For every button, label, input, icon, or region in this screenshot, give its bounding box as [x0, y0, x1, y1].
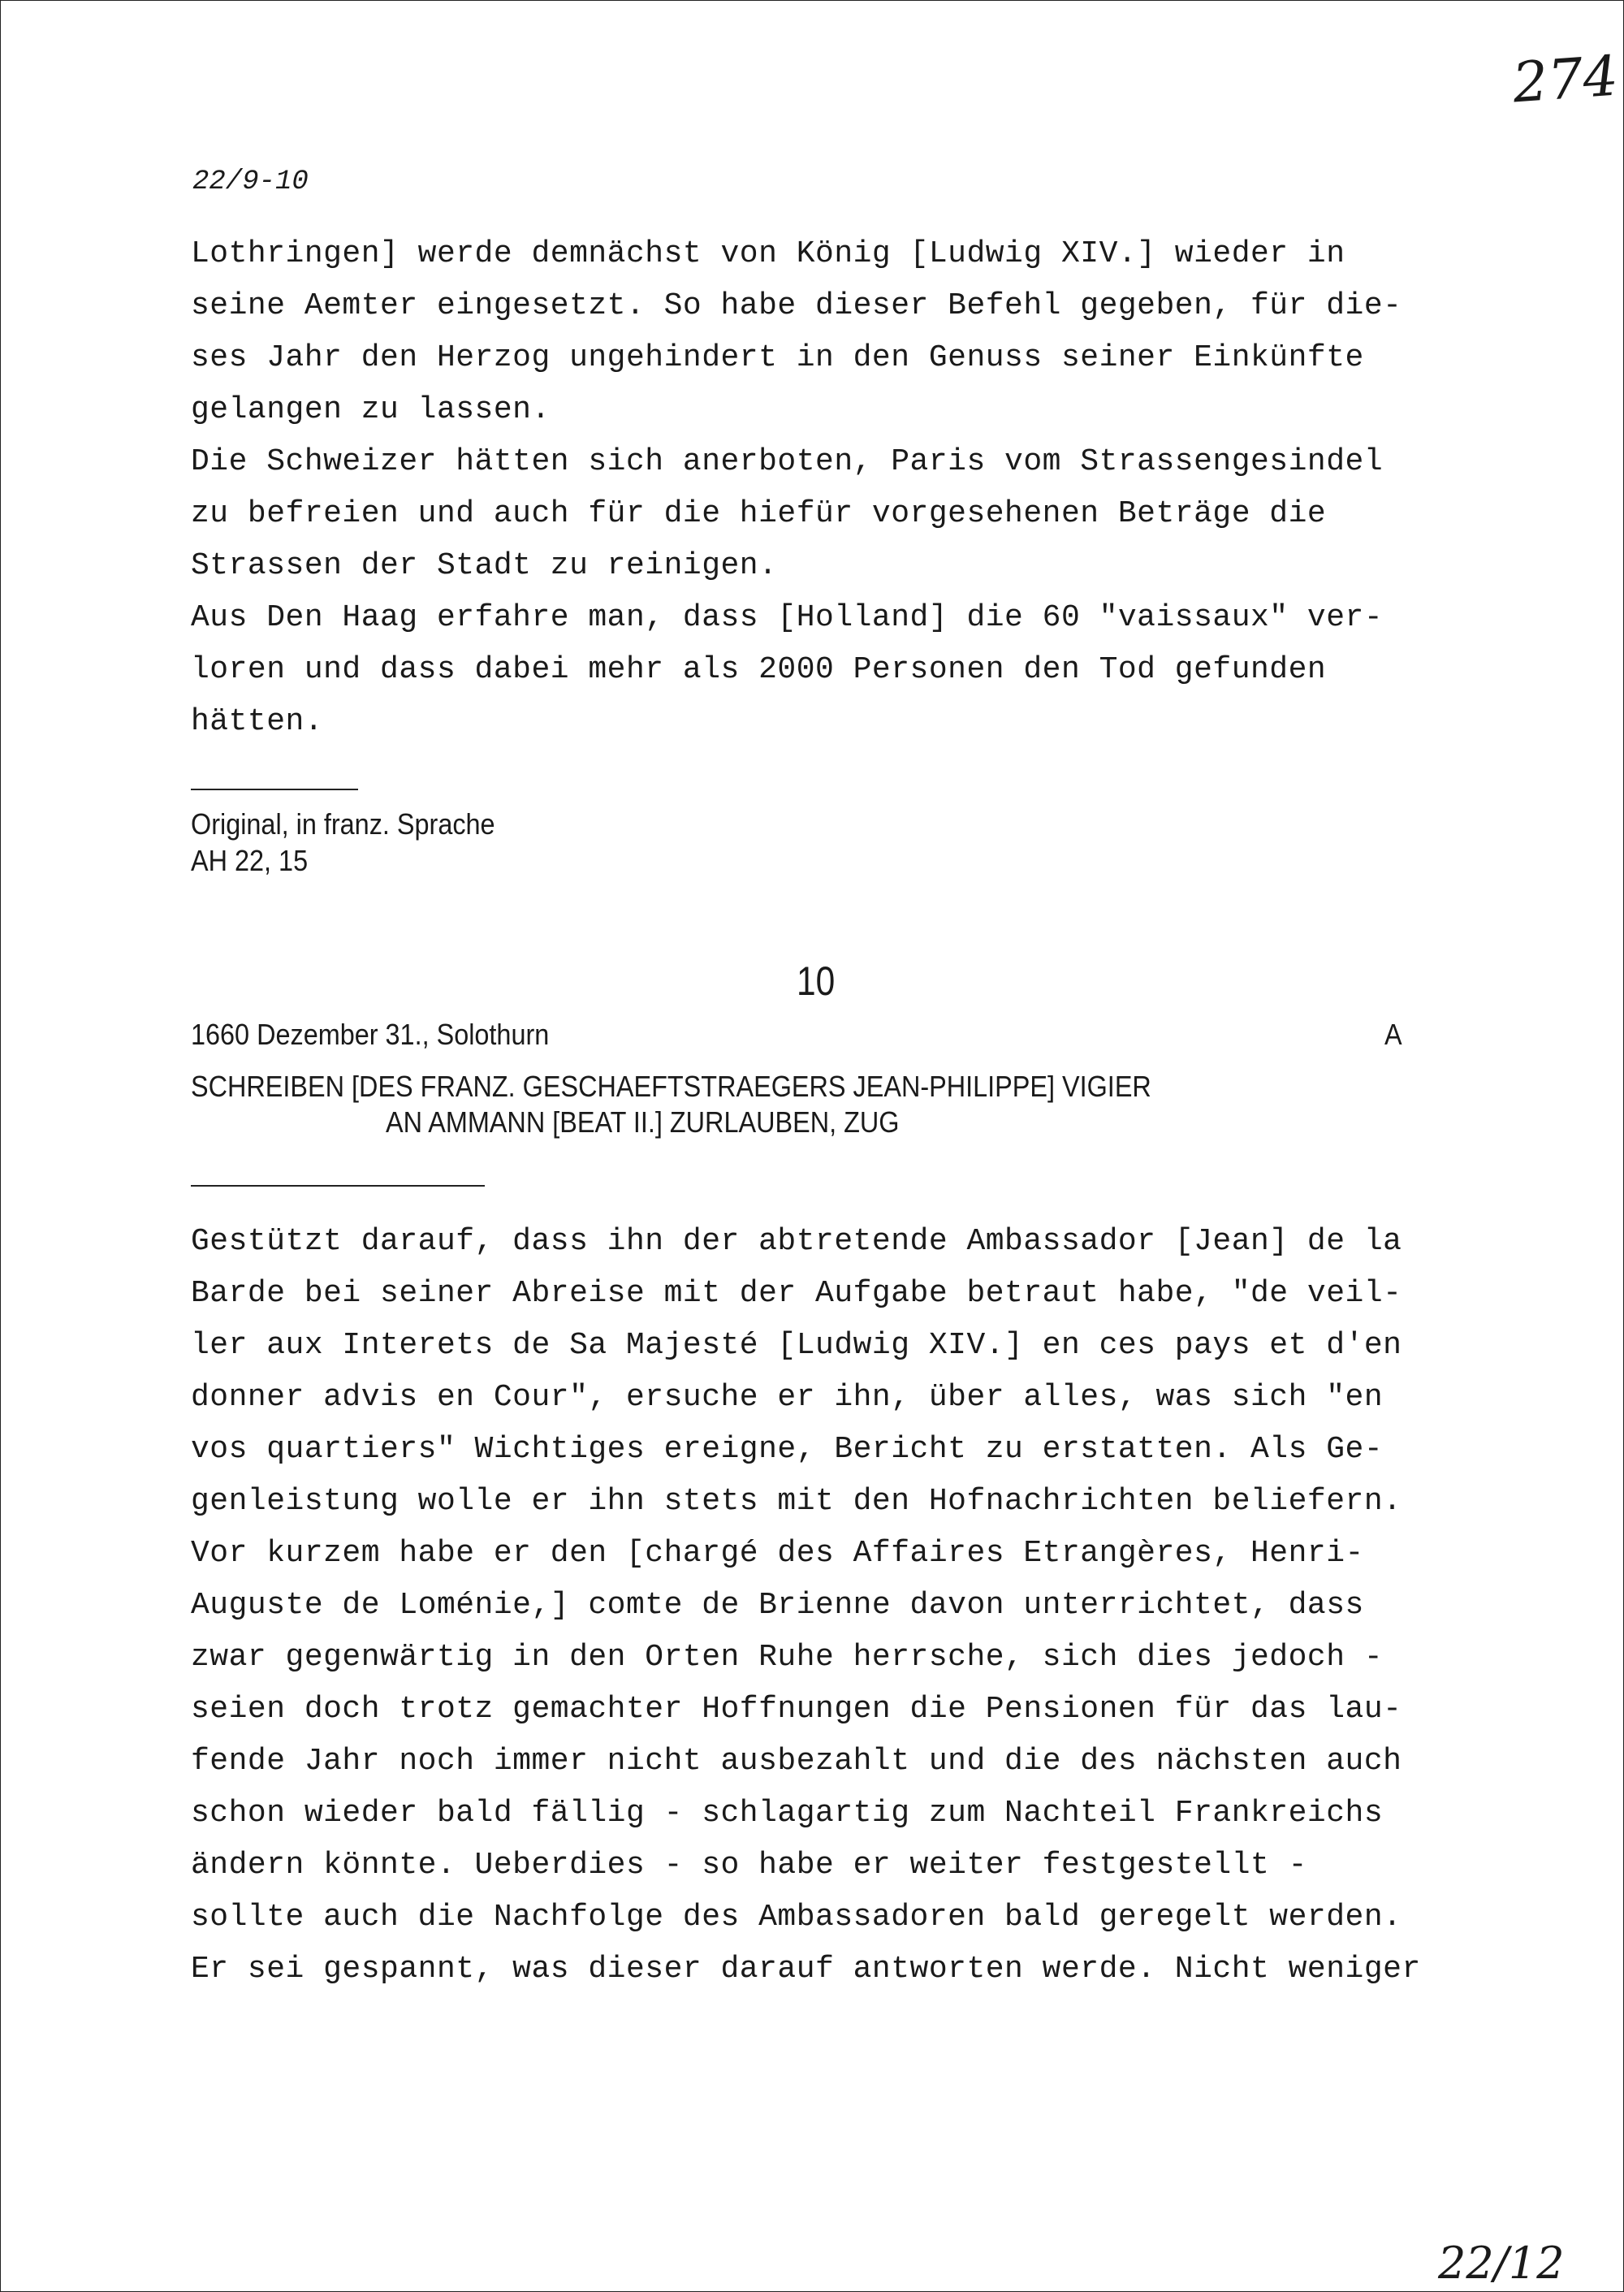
text-line: Barde bei seiner Abreise mit der Aufgabe betraut habe, "de veil- [191, 1276, 1402, 1311]
text-line: Auguste de Loménie,] comte de Brienne davon unterrichtet, dass [191, 1588, 1364, 1623]
reference-code: 22/9-10 [192, 166, 309, 197]
text-line: ler aux Interets de Sa Majesté [Ludwig XIV.] en ces pays et d'en [191, 1328, 1402, 1363]
text-line: seien doch trotz gemachter Hoffnungen die Pensionen für das lau- [191, 1692, 1402, 1727]
handwritten-folio: 22/12 [1438, 2238, 1565, 2289]
document-number: 10 [797, 958, 836, 1004]
footnote-divider [191, 789, 358, 790]
text-line: ses Jahr den Herzog ungehindert in den Genuss seiner Einkünfte [191, 340, 1364, 375]
archive-reference: AH 22, 15 [191, 844, 309, 877]
text-line: genleistung wolle er ihn stets mit den Hofnachrichten beliefern. [191, 1484, 1402, 1519]
text-line: ändern könnte. Ueberdies - so habe er weiter festgestellt - [191, 1848, 1307, 1883]
text-line: Aus Den Haag erfahre man, dass [Holland] die 60 "vaissaux" ver- [191, 600, 1384, 635]
text-line: seine Aemter eingesetzt. So habe dieser Befehl gegeben, für die- [191, 288, 1402, 323]
text-line: Lothringen] werde demnächst von König [Ludwig XIV.] wieder in [191, 236, 1345, 271]
handwritten-page-number: 274 [1510, 44, 1621, 116]
text-line: donner advis en Cour", ersuche er ihn, über alles, was sich "en [191, 1380, 1384, 1415]
document-classification: A [1384, 1018, 1402, 1051]
text-line: Er sei gespannt, was dieser darauf antworten werde. Nicht weniger [191, 1952, 1421, 1987]
text-line: fende Jahr noch immer nicht ausbezahlt und die des nächsten auch [191, 1744, 1402, 1779]
text-line: Vor kurzem habe er den [chargé des Affaires Etrangères, Henri- [191, 1536, 1364, 1571]
text-line: zwar gegenwärtig in den Orten Ruhe herrsche, sich dies jedoch - [191, 1640, 1384, 1675]
document-date-place: 1660 Dezember 31., Solothurn [191, 1018, 550, 1051]
text-line: Gestützt darauf, dass ihn der abtretende Ambassador [Jean] de la [191, 1224, 1402, 1259]
text-line: gelangen zu lassen. [191, 392, 551, 427]
text-line: sollte auch die Nachfolge des Ambassadoren bald geregelt werden. [191, 1900, 1402, 1935]
text-line: Strassen der Stadt zu reinigen. [191, 548, 778, 583]
text-line: schon wieder bald fällig - schlagartig zum Nachteil Frankreichs [191, 1796, 1384, 1831]
document-title-line-2: AN AMMANN [BEAT II.] ZURLAUBEN, ZUG [386, 1105, 900, 1139]
text-line: loren und dass dabei mehr als 2000 Personen den Tod gefunden [191, 652, 1327, 687]
text-line: hätten. [191, 704, 324, 739]
source-note: Original, in franz. Sprache [191, 807, 495, 841]
title-divider [191, 1185, 485, 1187]
document-title-line-1: SCHREIBEN [DES FRANZ. GESCHAEFTSTRAEGERS JEAN-PHILIPPE] VIGIER [191, 1070, 1151, 1103]
text-line: Die Schweizer hätten sich anerboten, Paris vom Strassengesindel [191, 444, 1384, 479]
text-line: vos quartiers" Wichtiges ereigne, Bericht zu erstatten. Als Ge- [191, 1432, 1384, 1467]
text-line: zu befreien und auch für die hiefür vorgesehenen Beträge die [191, 496, 1327, 531]
